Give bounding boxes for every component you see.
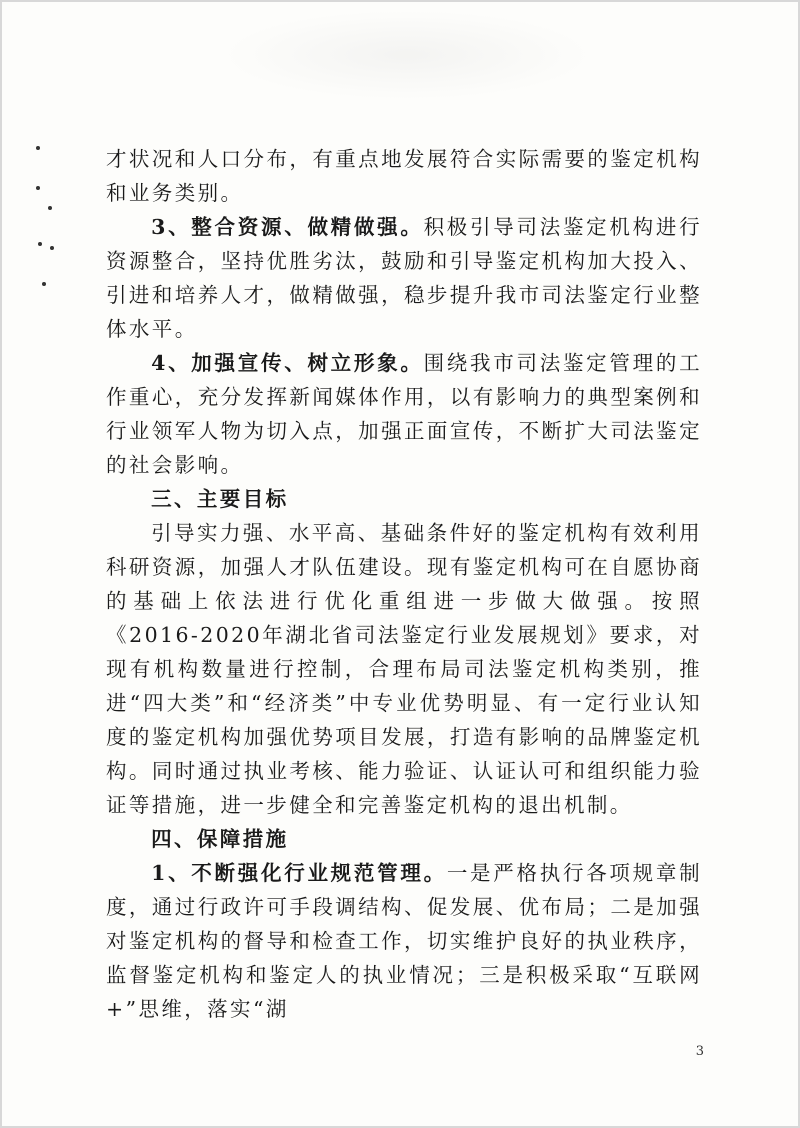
binding-hole-mark [36, 146, 40, 150]
paragraph-text: 围绕我市司法鉴定管理的工作重心，充分发挥新闻媒体作用，以有影响力的典型案例和行业领军人物为切入点，加强正面宣传，不断扩大司法鉴定的社会影响。 [106, 351, 702, 477]
paragraph-regulation [106, 856, 702, 1026]
paragraph-continuation [106, 142, 702, 210]
binding-hole-mark [48, 206, 52, 210]
paragraph-lead: 1、不断强化行业规范管理。 [151, 861, 447, 885]
paragraph-main-goals [106, 516, 702, 822]
binding-hole-mark [36, 186, 40, 190]
scan-artifact [222, 10, 592, 100]
binding-hole-mark [38, 242, 42, 246]
binding-hole-mark [50, 246, 54, 250]
page-number: 3 [695, 1044, 704, 1059]
section-heading-safeguards: 四、保障措施 [151, 827, 289, 851]
paragraph-text: 积极引导司法鉴定机构进行资源整合，坚持优胜劣汰，鼓励和引导鉴定机构加大投入、引进和培养人才，做精做强，稳步提升我市司法鉴定行业整体水平。 [106, 215, 702, 341]
paragraph-lead: 3、整合资源、做精做强。 [151, 215, 424, 239]
section-heading-main-goals: 三、主要目标 [151, 487, 289, 511]
paragraph-text: 才状况和人口分布，有重点地发展符合实际需要的鉴定机构和业务类别。 [106, 147, 702, 205]
paragraph-publicity [106, 346, 702, 482]
paragraph-text: 一是严格执行各项规章制度，通过行政许可手段调结构、促发展、优布局；二是加强对鉴定机构的督导和检查工作，切实维护良好的执业秩序，监督鉴定机构和鉴定人的执业情况；三是积极采取“互联网+”思维，落实“湖 [106, 861, 703, 1021]
paragraph-integrate-resources [106, 210, 702, 346]
binding-hole-mark [42, 282, 46, 286]
paragraph-text: 引导实力强、水平高、基础条件好的鉴定机构有效利用科研资源，加强人才队伍建设。现有鉴定机构可在自愿协商的基础上依法进行优化重组进一步做大做强。按照《2016-2020年湖北省司法鉴定行业发展规划》要求，对现有机构数量进行控制，合理布局司法鉴定机构类别，推进“四大类”和“经济类”中专业优势明显、有一定行业认知度的鉴定机构加强优势项目发展，打造有影响的品牌鉴定机构。同时通过执业考核、能力验证、认证认可和组织能力验证等措施，进一步健全和完善鉴定机构的退出机制。 [106, 521, 702, 817]
document-body [106, 142, 702, 1026]
paragraph-lead: 4、加强宣传、树立形象。 [151, 351, 424, 375]
